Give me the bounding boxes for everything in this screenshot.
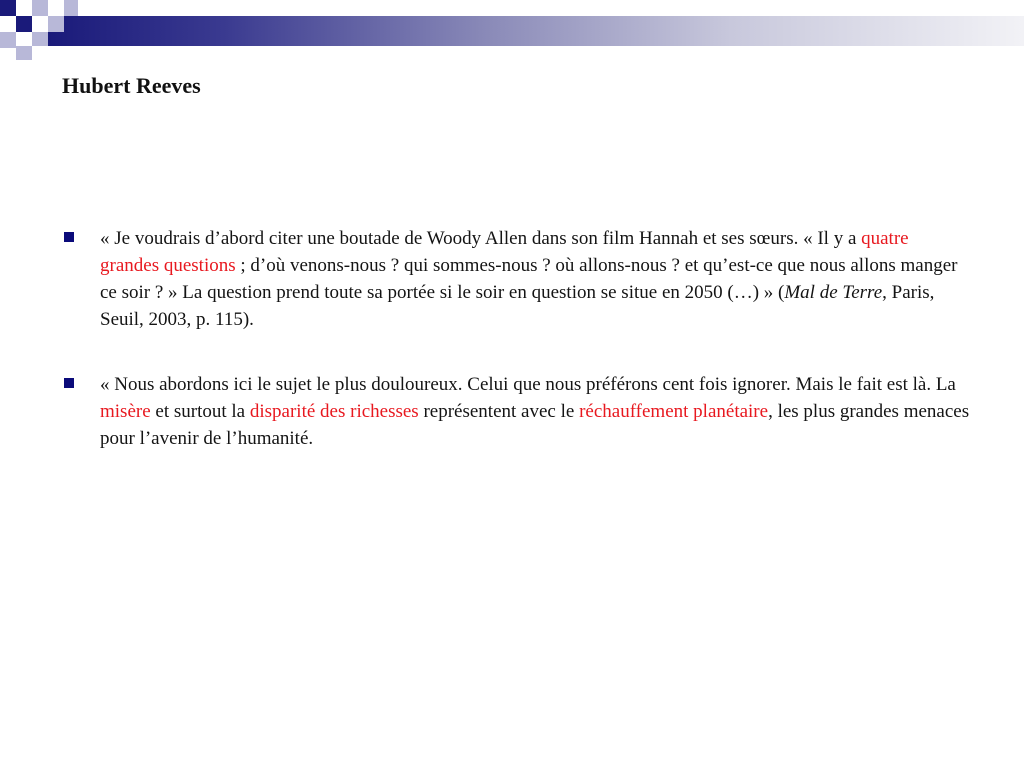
decor-square-icon (16, 46, 32, 60)
decor-square-icon (16, 16, 32, 32)
decor-square-icon (64, 0, 78, 16)
banner-gradient-bar (48, 16, 1024, 46)
quote-text: « Je voudrais d’abord citer une boutade de Woody Allen dans son film Hannah et ses sœurs. « Il y a (100, 228, 862, 249)
decor-square-icon (0, 0, 16, 16)
highlight-text: quatre grandes questions (100, 228, 909, 276)
highlight-text: disparité des richesses (249, 401, 419, 422)
quote-text: et surtout la (150, 401, 250, 422)
bullet-text (100, 225, 972, 333)
highlight-text: réchauffement planétaire (579, 401, 769, 422)
bullet-item (62, 371, 972, 452)
square-bullet-icon (64, 378, 74, 388)
bullet-item (62, 225, 972, 333)
decor-square-icon (48, 16, 64, 32)
decor-square-icon (32, 32, 48, 46)
book-title: Mal de Terre (784, 282, 883, 303)
quote-text: , les plus grandes menaces pour l’avenir de l’humanité. (100, 401, 970, 449)
quote-text: « Nous abordons ici le sujet le plus douloureux. Celui que nous préférons cent fois ignorer. Mais le fait est là. La (100, 374, 956, 395)
quote-text: représentent avec le (418, 401, 580, 422)
highlight-text: misère (100, 401, 151, 422)
decor-square-icon (32, 0, 48, 16)
bullet-text (100, 371, 972, 452)
square-bullet-icon (64, 232, 74, 242)
slide-title: Hubert Reeves (62, 73, 201, 98)
quote-text: ; d’où venons-nous ? qui sommes-nous ? où allons-nous ? et qu’est-ce que nous allons manger ce soir ? » La question prend toute sa portée si le soir en question se situe en 2050 (…) » ( (100, 255, 958, 303)
decor-square-icon (0, 32, 16, 48)
citation-text: , Paris, Seuil, 2003, p. 115). (100, 282, 935, 330)
bullet-list (62, 225, 972, 490)
